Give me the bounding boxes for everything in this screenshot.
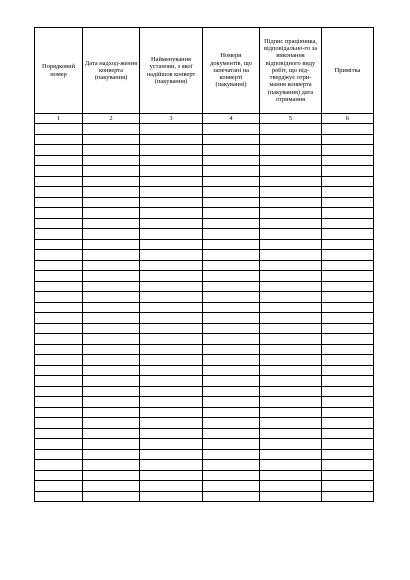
- empty-cell: [322, 134, 374, 145]
- empty-cell: [322, 376, 374, 387]
- empty-cell: [83, 439, 140, 450]
- table-row: [35, 344, 374, 355]
- empty-cell: [260, 491, 322, 502]
- empty-cell: [140, 187, 203, 198]
- empty-cell: [140, 176, 203, 187]
- empty-cell: [203, 460, 260, 471]
- empty-cell: [35, 313, 83, 324]
- empty-cell: [260, 313, 322, 324]
- empty-cell: [322, 155, 374, 166]
- empty-cell: [203, 313, 260, 324]
- empty-cell: [83, 250, 140, 261]
- empty-cell: [203, 439, 260, 450]
- empty-cell: [203, 344, 260, 355]
- column-number: 5: [260, 114, 322, 124]
- register-body: [35, 124, 374, 502]
- empty-cell: [83, 376, 140, 387]
- empty-cell: [322, 313, 374, 324]
- empty-cell: [140, 292, 203, 303]
- empty-cell: [140, 145, 203, 156]
- empty-cell: [140, 124, 203, 135]
- empty-cell: [203, 302, 260, 313]
- empty-cell: [203, 134, 260, 145]
- empty-cell: [140, 281, 203, 292]
- table-row: [35, 481, 374, 492]
- column-number: 6: [322, 114, 374, 124]
- empty-cell: [35, 145, 83, 156]
- empty-cell: [35, 376, 83, 387]
- table-row: [35, 355, 374, 366]
- empty-cell: [260, 197, 322, 208]
- empty-cell: [203, 271, 260, 282]
- empty-cell: [203, 281, 260, 292]
- table-row: [35, 124, 374, 135]
- empty-cell: [203, 428, 260, 439]
- empty-cell: [35, 460, 83, 471]
- empty-cell: [83, 323, 140, 334]
- empty-cell: [260, 281, 322, 292]
- empty-cell: [140, 449, 203, 460]
- empty-cell: [35, 229, 83, 240]
- empty-cell: [140, 197, 203, 208]
- empty-cell: [260, 124, 322, 135]
- empty-cell: [322, 449, 374, 460]
- empty-cell: [83, 344, 140, 355]
- empty-cell: [83, 481, 140, 492]
- empty-cell: [140, 407, 203, 418]
- empty-cell: [83, 281, 140, 292]
- empty-cell: [260, 355, 322, 366]
- table-row: [35, 313, 374, 324]
- empty-cell: [203, 323, 260, 334]
- empty-cell: [83, 145, 140, 156]
- empty-cell: [140, 323, 203, 334]
- empty-cell: [83, 166, 140, 177]
- table-row: [35, 134, 374, 145]
- empty-cell: [203, 397, 260, 408]
- empty-cell: [35, 176, 83, 187]
- table-row: [35, 166, 374, 177]
- empty-cell: [35, 428, 83, 439]
- empty-cell: [35, 397, 83, 408]
- empty-cell: [140, 218, 203, 229]
- empty-cell: [35, 491, 83, 502]
- empty-cell: [35, 386, 83, 397]
- empty-cell: [83, 449, 140, 460]
- empty-cell: [140, 208, 203, 219]
- empty-cell: [35, 208, 83, 219]
- empty-cell: [260, 334, 322, 345]
- empty-cell: [322, 250, 374, 261]
- empty-cell: [322, 418, 374, 429]
- table-row: [35, 302, 374, 313]
- empty-cell: [140, 155, 203, 166]
- empty-cell: [322, 176, 374, 187]
- table-row: [35, 365, 374, 376]
- empty-cell: [260, 166, 322, 177]
- empty-cell: [35, 218, 83, 229]
- table-row: [35, 407, 374, 418]
- empty-cell: [260, 376, 322, 387]
- table-row: [35, 281, 374, 292]
- empty-cell: [260, 481, 322, 492]
- empty-cell: [35, 439, 83, 450]
- empty-cell: [140, 397, 203, 408]
- empty-cell: [203, 355, 260, 366]
- empty-cell: [260, 418, 322, 429]
- empty-cell: [260, 239, 322, 250]
- empty-cell: [83, 460, 140, 471]
- empty-cell: [260, 344, 322, 355]
- empty-cell: [203, 197, 260, 208]
- empty-cell: [203, 418, 260, 429]
- empty-cell: [140, 134, 203, 145]
- table-row: [35, 323, 374, 334]
- empty-cell: [83, 365, 140, 376]
- empty-cell: [260, 218, 322, 229]
- empty-cell: [35, 365, 83, 376]
- empty-cell: [83, 428, 140, 439]
- empty-cell: [203, 250, 260, 261]
- empty-cell: [140, 470, 203, 481]
- empty-cell: [35, 155, 83, 166]
- empty-cell: [260, 187, 322, 198]
- empty-cell: [322, 281, 374, 292]
- empty-cell: [35, 449, 83, 460]
- empty-cell: [260, 439, 322, 450]
- table-row: [35, 428, 374, 439]
- empty-cell: [322, 260, 374, 271]
- empty-cell: [260, 386, 322, 397]
- empty-cell: [140, 386, 203, 397]
- table-row: [35, 260, 374, 271]
- empty-cell: [322, 145, 374, 156]
- empty-cell: [322, 481, 374, 492]
- column-number: 3: [140, 114, 203, 124]
- header-sender-institution: Найменування установи, з якої надійшов конверт (пакування): [140, 28, 203, 114]
- empty-cell: [35, 323, 83, 334]
- empty-cell: [83, 491, 140, 502]
- table-row: [35, 218, 374, 229]
- empty-cell: [35, 197, 83, 208]
- empty-cell: [203, 124, 260, 135]
- empty-cell: [83, 418, 140, 429]
- empty-cell: [140, 229, 203, 240]
- empty-cell: [322, 365, 374, 376]
- table-row: [35, 386, 374, 397]
- empty-cell: [203, 260, 260, 271]
- table-row: [35, 145, 374, 156]
- empty-cell: [322, 470, 374, 481]
- empty-cell: [203, 145, 260, 156]
- empty-cell: [83, 124, 140, 135]
- empty-cell: [260, 397, 322, 408]
- empty-cell: [140, 250, 203, 261]
- table-row: [35, 449, 374, 460]
- empty-cell: [322, 229, 374, 240]
- empty-cell: [322, 302, 374, 313]
- empty-cell: [83, 302, 140, 313]
- empty-cell: [203, 292, 260, 303]
- empty-cell: [203, 376, 260, 387]
- empty-cell: [260, 260, 322, 271]
- empty-cell: [322, 271, 374, 282]
- empty-cell: [83, 260, 140, 271]
- empty-cell: [35, 239, 83, 250]
- table-row: [35, 250, 374, 261]
- table-row: [35, 208, 374, 219]
- empty-cell: [322, 208, 374, 219]
- empty-cell: [140, 313, 203, 324]
- empty-cell: [83, 334, 140, 345]
- empty-cell: [83, 155, 140, 166]
- empty-cell: [203, 229, 260, 240]
- empty-cell: [322, 197, 374, 208]
- empty-cell: [322, 166, 374, 177]
- header-row: [35, 28, 374, 114]
- empty-cell: [203, 155, 260, 166]
- empty-cell: [203, 365, 260, 376]
- empty-cell: [203, 386, 260, 397]
- empty-cell: [322, 355, 374, 366]
- empty-cell: [203, 449, 260, 460]
- table-row: [35, 460, 374, 471]
- empty-cell: [35, 124, 83, 135]
- empty-cell: [203, 176, 260, 187]
- empty-cell: [140, 418, 203, 429]
- empty-cell: [203, 208, 260, 219]
- register-table: [34, 27, 374, 502]
- empty-cell: [140, 239, 203, 250]
- header-receipt-date: Дата надход-ження конверта (пакування): [83, 28, 140, 114]
- empty-cell: [35, 260, 83, 271]
- empty-cell: [35, 271, 83, 282]
- empty-cell: [322, 124, 374, 135]
- empty-cell: [322, 386, 374, 397]
- empty-cell: [322, 239, 374, 250]
- empty-cell: [260, 250, 322, 261]
- empty-cell: [203, 187, 260, 198]
- empty-cell: [203, 470, 260, 481]
- table-row: [35, 229, 374, 240]
- empty-cell: [140, 439, 203, 450]
- empty-cell: [260, 428, 322, 439]
- table-row: [35, 239, 374, 250]
- empty-cell: [322, 397, 374, 408]
- empty-cell: [322, 218, 374, 229]
- empty-cell: [83, 208, 140, 219]
- column-number: 4: [203, 114, 260, 124]
- header-note: Примітка: [322, 28, 374, 114]
- empty-cell: [83, 134, 140, 145]
- empty-cell: [35, 407, 83, 418]
- empty-cell: [203, 481, 260, 492]
- empty-cell: [140, 355, 203, 366]
- empty-cell: [322, 407, 374, 418]
- empty-cell: [260, 134, 322, 145]
- empty-cell: [140, 344, 203, 355]
- empty-cell: [322, 292, 374, 303]
- table-row: [35, 491, 374, 502]
- empty-cell: [203, 239, 260, 250]
- empty-cell: [260, 176, 322, 187]
- empty-cell: [260, 323, 322, 334]
- table-row: [35, 292, 374, 303]
- empty-cell: [322, 439, 374, 450]
- empty-cell: [260, 407, 322, 418]
- empty-cell: [140, 491, 203, 502]
- table-row: [35, 397, 374, 408]
- table-row: [35, 271, 374, 282]
- empty-cell: [140, 428, 203, 439]
- empty-cell: [140, 365, 203, 376]
- empty-cell: [140, 166, 203, 177]
- empty-cell: [83, 355, 140, 366]
- column-number: 2: [83, 114, 140, 124]
- column-number: 1: [35, 114, 83, 124]
- empty-cell: [140, 302, 203, 313]
- header-document-numbers: Номери документів, що запечатані на конверті (пакуванні): [203, 28, 260, 114]
- empty-cell: [203, 218, 260, 229]
- empty-cell: [83, 386, 140, 397]
- empty-cell: [260, 271, 322, 282]
- empty-cell: [322, 344, 374, 355]
- empty-cell: [83, 407, 140, 418]
- empty-cell: [260, 292, 322, 303]
- empty-cell: [35, 134, 83, 145]
- empty-cell: [260, 460, 322, 471]
- empty-cell: [140, 271, 203, 282]
- empty-cell: [83, 470, 140, 481]
- table-row: [35, 155, 374, 166]
- empty-cell: [35, 344, 83, 355]
- empty-cell: [83, 397, 140, 408]
- empty-cell: [260, 145, 322, 156]
- empty-cell: [35, 187, 83, 198]
- empty-cell: [260, 449, 322, 460]
- empty-cell: [35, 418, 83, 429]
- empty-cell: [83, 218, 140, 229]
- empty-cell: [203, 491, 260, 502]
- empty-cell: [140, 260, 203, 271]
- empty-cell: [322, 460, 374, 471]
- empty-cell: [322, 428, 374, 439]
- empty-cell: [260, 470, 322, 481]
- table-row: [35, 439, 374, 450]
- empty-cell: [83, 313, 140, 324]
- empty-cell: [322, 334, 374, 345]
- header-sequence-number: Порядковий номер: [35, 28, 83, 114]
- empty-cell: [35, 292, 83, 303]
- empty-cell: [140, 334, 203, 345]
- empty-cell: [260, 365, 322, 376]
- table-row: [35, 197, 374, 208]
- empty-cell: [83, 229, 140, 240]
- column-number-row: [35, 114, 374, 124]
- empty-cell: [140, 460, 203, 471]
- empty-cell: [203, 407, 260, 418]
- empty-cell: [35, 355, 83, 366]
- empty-cell: [140, 376, 203, 387]
- empty-cell: [260, 155, 322, 166]
- empty-cell: [35, 334, 83, 345]
- empty-cell: [260, 208, 322, 219]
- empty-cell: [35, 481, 83, 492]
- empty-cell: [260, 302, 322, 313]
- table-row: [35, 376, 374, 387]
- empty-cell: [83, 176, 140, 187]
- table-row: [35, 470, 374, 481]
- empty-cell: [322, 491, 374, 502]
- empty-cell: [35, 302, 83, 313]
- empty-cell: [140, 481, 203, 492]
- table-row: [35, 334, 374, 345]
- empty-cell: [83, 187, 140, 198]
- empty-cell: [260, 229, 322, 240]
- header-receiver-signature: Підпис працівника, відповідально-го за виконання відповідного виду робіт, що під-тверджує отри-мання конверта (пакування) дата отримання: [260, 28, 322, 114]
- empty-cell: [35, 281, 83, 292]
- empty-cell: [83, 197, 140, 208]
- table-row: [35, 176, 374, 187]
- table-row: [35, 187, 374, 198]
- empty-cell: [203, 334, 260, 345]
- empty-cell: [83, 271, 140, 282]
- table-row: [35, 418, 374, 429]
- empty-cell: [83, 239, 140, 250]
- empty-cell: [322, 323, 374, 334]
- empty-cell: [35, 250, 83, 261]
- empty-cell: [83, 292, 140, 303]
- empty-cell: [322, 187, 374, 198]
- empty-cell: [203, 166, 260, 177]
- empty-cell: [35, 166, 83, 177]
- empty-cell: [35, 470, 83, 481]
